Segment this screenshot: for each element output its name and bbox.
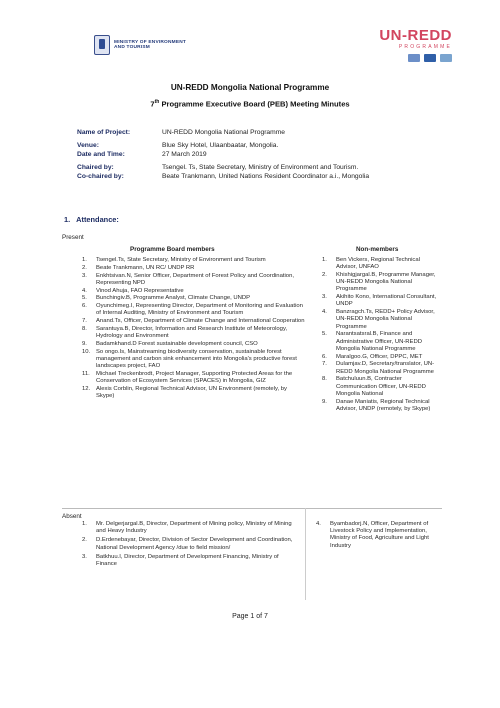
present-label: Present — [62, 234, 84, 241]
list-item — [82, 295, 306, 302]
list-item-text: Maralgoo.G, Officer, DPPC, MET — [336, 353, 423, 360]
list-item-text: Ben Vickers, Regional Technical Advisor, UNFAO — [336, 257, 420, 271]
list-item-number: 9. — [82, 340, 87, 347]
project-value: UN-REDD Mongolia National Programme — [162, 129, 286, 136]
document-title: UN-REDD Mongolia National Programme — [170, 83, 330, 92]
list-item-number: 2. — [82, 264, 87, 271]
absent-label: Absent — [62, 513, 82, 520]
absent-list-right — [316, 521, 440, 552]
chaired-label: Chaired by: — [77, 163, 114, 171]
list-item-text: Dulamjav.D, Secretary/translator, UN-REDD Mongolia National Programme — [336, 361, 435, 375]
attendance-heading-text: Attendance: — [76, 215, 119, 224]
list-item-number: 6. — [322, 353, 327, 360]
list-item-text: Enkhtsivan.N, Senior Officer, Department of Forest Policy and Coordination, Representing NPD — [96, 272, 294, 286]
list-item — [82, 349, 306, 371]
list-item-number: 12. — [82, 385, 91, 392]
list-item-number: 5. — [322, 331, 327, 338]
meta-row-cochaired — [77, 172, 369, 182]
list-item-number: 4. — [82, 287, 87, 294]
list-item-text: Vinod Ahuja, FAO Representative — [96, 287, 184, 294]
list-item — [82, 537, 296, 551]
list-item-text: Tsengel.Ts, State Secretary, Ministry of Environment and Tourism — [96, 257, 266, 263]
list-item-number: 2. — [82, 537, 87, 544]
list-item — [82, 288, 306, 295]
list-item — [322, 257, 440, 271]
unredd-programme: PROGRAMME — [398, 44, 452, 50]
list-item-text: Khishigjargal.B, Programme Manager, UN-REDD Mongolia National Programme — [336, 272, 436, 293]
list-item-text: D.Erdenebayar, Director, Division of Sector Development and Coordination, National Development Agency /due to field mission/ — [96, 537, 293, 551]
list-item — [82, 326, 306, 340]
list-item — [82, 521, 296, 535]
list-item-text: Beate Trankmann, UN RC/ UNDP RR — [96, 264, 195, 271]
meta-row-date — [77, 150, 369, 160]
list-item-text: Badamkhand.D Forest sustainable development council, CSO — [96, 340, 258, 347]
list-item-text: Narantsatsral.B, Finance and Administrative Officer, UN-REDD Mongolia National Programme — [336, 331, 422, 352]
list-item-number: 4. — [322, 309, 327, 316]
list-item-number: 5. — [82, 295, 87, 302]
unredd-name: UN-REDD — [379, 27, 452, 44]
list-item-number: 3. — [322, 294, 327, 301]
list-item — [322, 361, 440, 375]
list-item-number: 8. — [322, 376, 327, 383]
venue-value: Blue Sky Hotel, Ulaanbaatar, Mongolia. — [162, 141, 279, 149]
list-item-number: 10. — [82, 348, 91, 355]
meeting-info — [77, 128, 369, 182]
subtitle-text: Programme Executive Board (PEB) Meeting Minutes — [159, 99, 350, 109]
list-item — [82, 273, 306, 287]
list-item-number: 6. — [82, 303, 87, 310]
list-item — [82, 386, 306, 400]
chaired-value: Tsengel. Ts, State Secretary, Ministry of Environment and Tourism. — [162, 163, 359, 171]
list-item-number: 3. — [82, 553, 87, 560]
subtitle-ordinal-suffix: th — [154, 99, 160, 105]
attendance-number: 1. — [64, 215, 71, 224]
list-item-text: Bunchingiv.B, Programme Analyst, Climate Change, UNDP — [96, 295, 251, 302]
list-item — [82, 341, 306, 348]
unredd-logo — [379, 28, 452, 62]
board-members-list — [82, 257, 306, 401]
list-item-text: Akihito Kono, International Consultant, UNDP — [336, 294, 437, 308]
ministry-emblem-icon — [94, 35, 110, 55]
cochaired-value: Beate Trankmann, United Nations Resident Coordinator a.i., Mongolia — [162, 173, 370, 180]
attendance-heading — [64, 215, 119, 224]
list-item-text: Batchuluun.B, Contracter Communication Officer, UN-REDD Mongolia National — [336, 376, 426, 397]
list-item-number: 3. — [82, 272, 87, 279]
list-item-number: 7. — [322, 361, 327, 368]
list-item-number: 7. — [82, 318, 87, 325]
absent-list-left — [82, 521, 296, 570]
ministry-name-line1: MINISTRY OF ENVIRONMENT — [114, 39, 187, 45]
meta-row-venue — [77, 141, 369, 151]
list-item-number: 11. — [82, 370, 90, 377]
list-item-number: 8. — [82, 325, 87, 332]
list-item-text: Byambadorj.N, Officer, Department of Livestock Policy and Implementation, Ministry of Food, Agriculture and Light Industry — [330, 521, 429, 549]
list-item-number: 1. — [82, 521, 87, 527]
list-item — [82, 554, 296, 568]
undp-logo-icon — [424, 54, 436, 62]
list-item-text: Mr. Delgerjargal.B, Director, Department of Mining policy, Ministry of Mining and Heavy Industry — [96, 521, 292, 535]
meta-row-project — [77, 128, 369, 138]
list-item-text: Batkhuu.I, Director, Department of Development Financing, Ministry of Finance — [96, 553, 279, 568]
page-number: Page 1 of 7 — [232, 613, 268, 620]
ministry-name — [114, 40, 186, 51]
ministry-name-line2: AND TOURISM — [114, 45, 150, 50]
list-item-text: Alexis Corblin, Regional Technical Advisor, UN Environment (remotely, by Skype) — [96, 385, 287, 400]
date-label: Date and Time: — [77, 151, 125, 158]
column-divider — [305, 508, 306, 600]
list-item-text: Danae Maniatis, Regional Technical Advisor, UNDP (remotely, by Skype) — [336, 398, 431, 412]
non-members-heading: Non-members — [356, 246, 399, 253]
document-subtitle — [0, 99, 500, 109]
list-item-number: 1. — [322, 257, 327, 263]
venue-label: Venue: — [77, 141, 99, 149]
list-item — [322, 309, 440, 331]
unep-logo-icon — [440, 54, 452, 62]
list-item — [322, 354, 440, 361]
list-item-text: Michael Treckenbrodt, Project Manager, Supporting Protected Areas for the Conservation of Ecosystem Services (SPACES) in Mongolia, GIZ — [96, 370, 293, 385]
list-item — [316, 521, 440, 550]
date-value: 27 March 2019 — [162, 151, 207, 158]
ministry-logo — [94, 35, 186, 55]
subtitle-ordinal: 7 — [150, 99, 155, 109]
partner-logos — [379, 54, 452, 62]
list-item — [322, 331, 440, 353]
list-item-text: Banzragch.Ts, REDD+ Policy Advisor, UN-REDD Mongolia National Programme — [336, 309, 435, 330]
board-members-heading: Programme Board members — [130, 246, 215, 253]
list-item-text: So ongo.Is, Mainstreaming biodiversity conservation, sustainable forest management and carbon sink enhancement into Mongolia's productive forest landscapes project, FAO — [96, 348, 297, 370]
section-divider — [62, 508, 442, 509]
list-item — [82, 265, 306, 272]
list-item — [82, 318, 306, 325]
project-label: Name of Project: — [77, 129, 131, 136]
list-item — [322, 376, 440, 398]
list-item — [82, 257, 306, 264]
cochaired-label: Co-chaired by: — [77, 173, 124, 180]
list-item — [322, 399, 440, 413]
list-item — [322, 272, 440, 294]
list-item-text: Anand.Ts, Officer, Department of Climate Change and International Cooperation — [96, 318, 305, 325]
list-item-text: Sarantuya.B, Director, Information and Research Institute of Meteorology, Hydrology and Environment — [96, 325, 288, 340]
non-members-list — [322, 257, 440, 414]
list-item-number: 9. — [322, 398, 327, 405]
list-item — [322, 294, 440, 308]
list-item — [82, 371, 306, 385]
list-item-number: 1. — [82, 257, 87, 263]
list-item-text: Oyunchimeg.I, Representing Director, Department of Monitoring and Evaluation of Internal Auditing, Ministry of Environment and Tourism — [96, 303, 303, 317]
list-item-number: 2. — [322, 272, 327, 278]
fao-logo-icon — [408, 54, 420, 62]
meta-row-chaired — [77, 163, 369, 173]
list-item-number: 4. — [316, 521, 321, 527]
list-item — [82, 303, 306, 317]
